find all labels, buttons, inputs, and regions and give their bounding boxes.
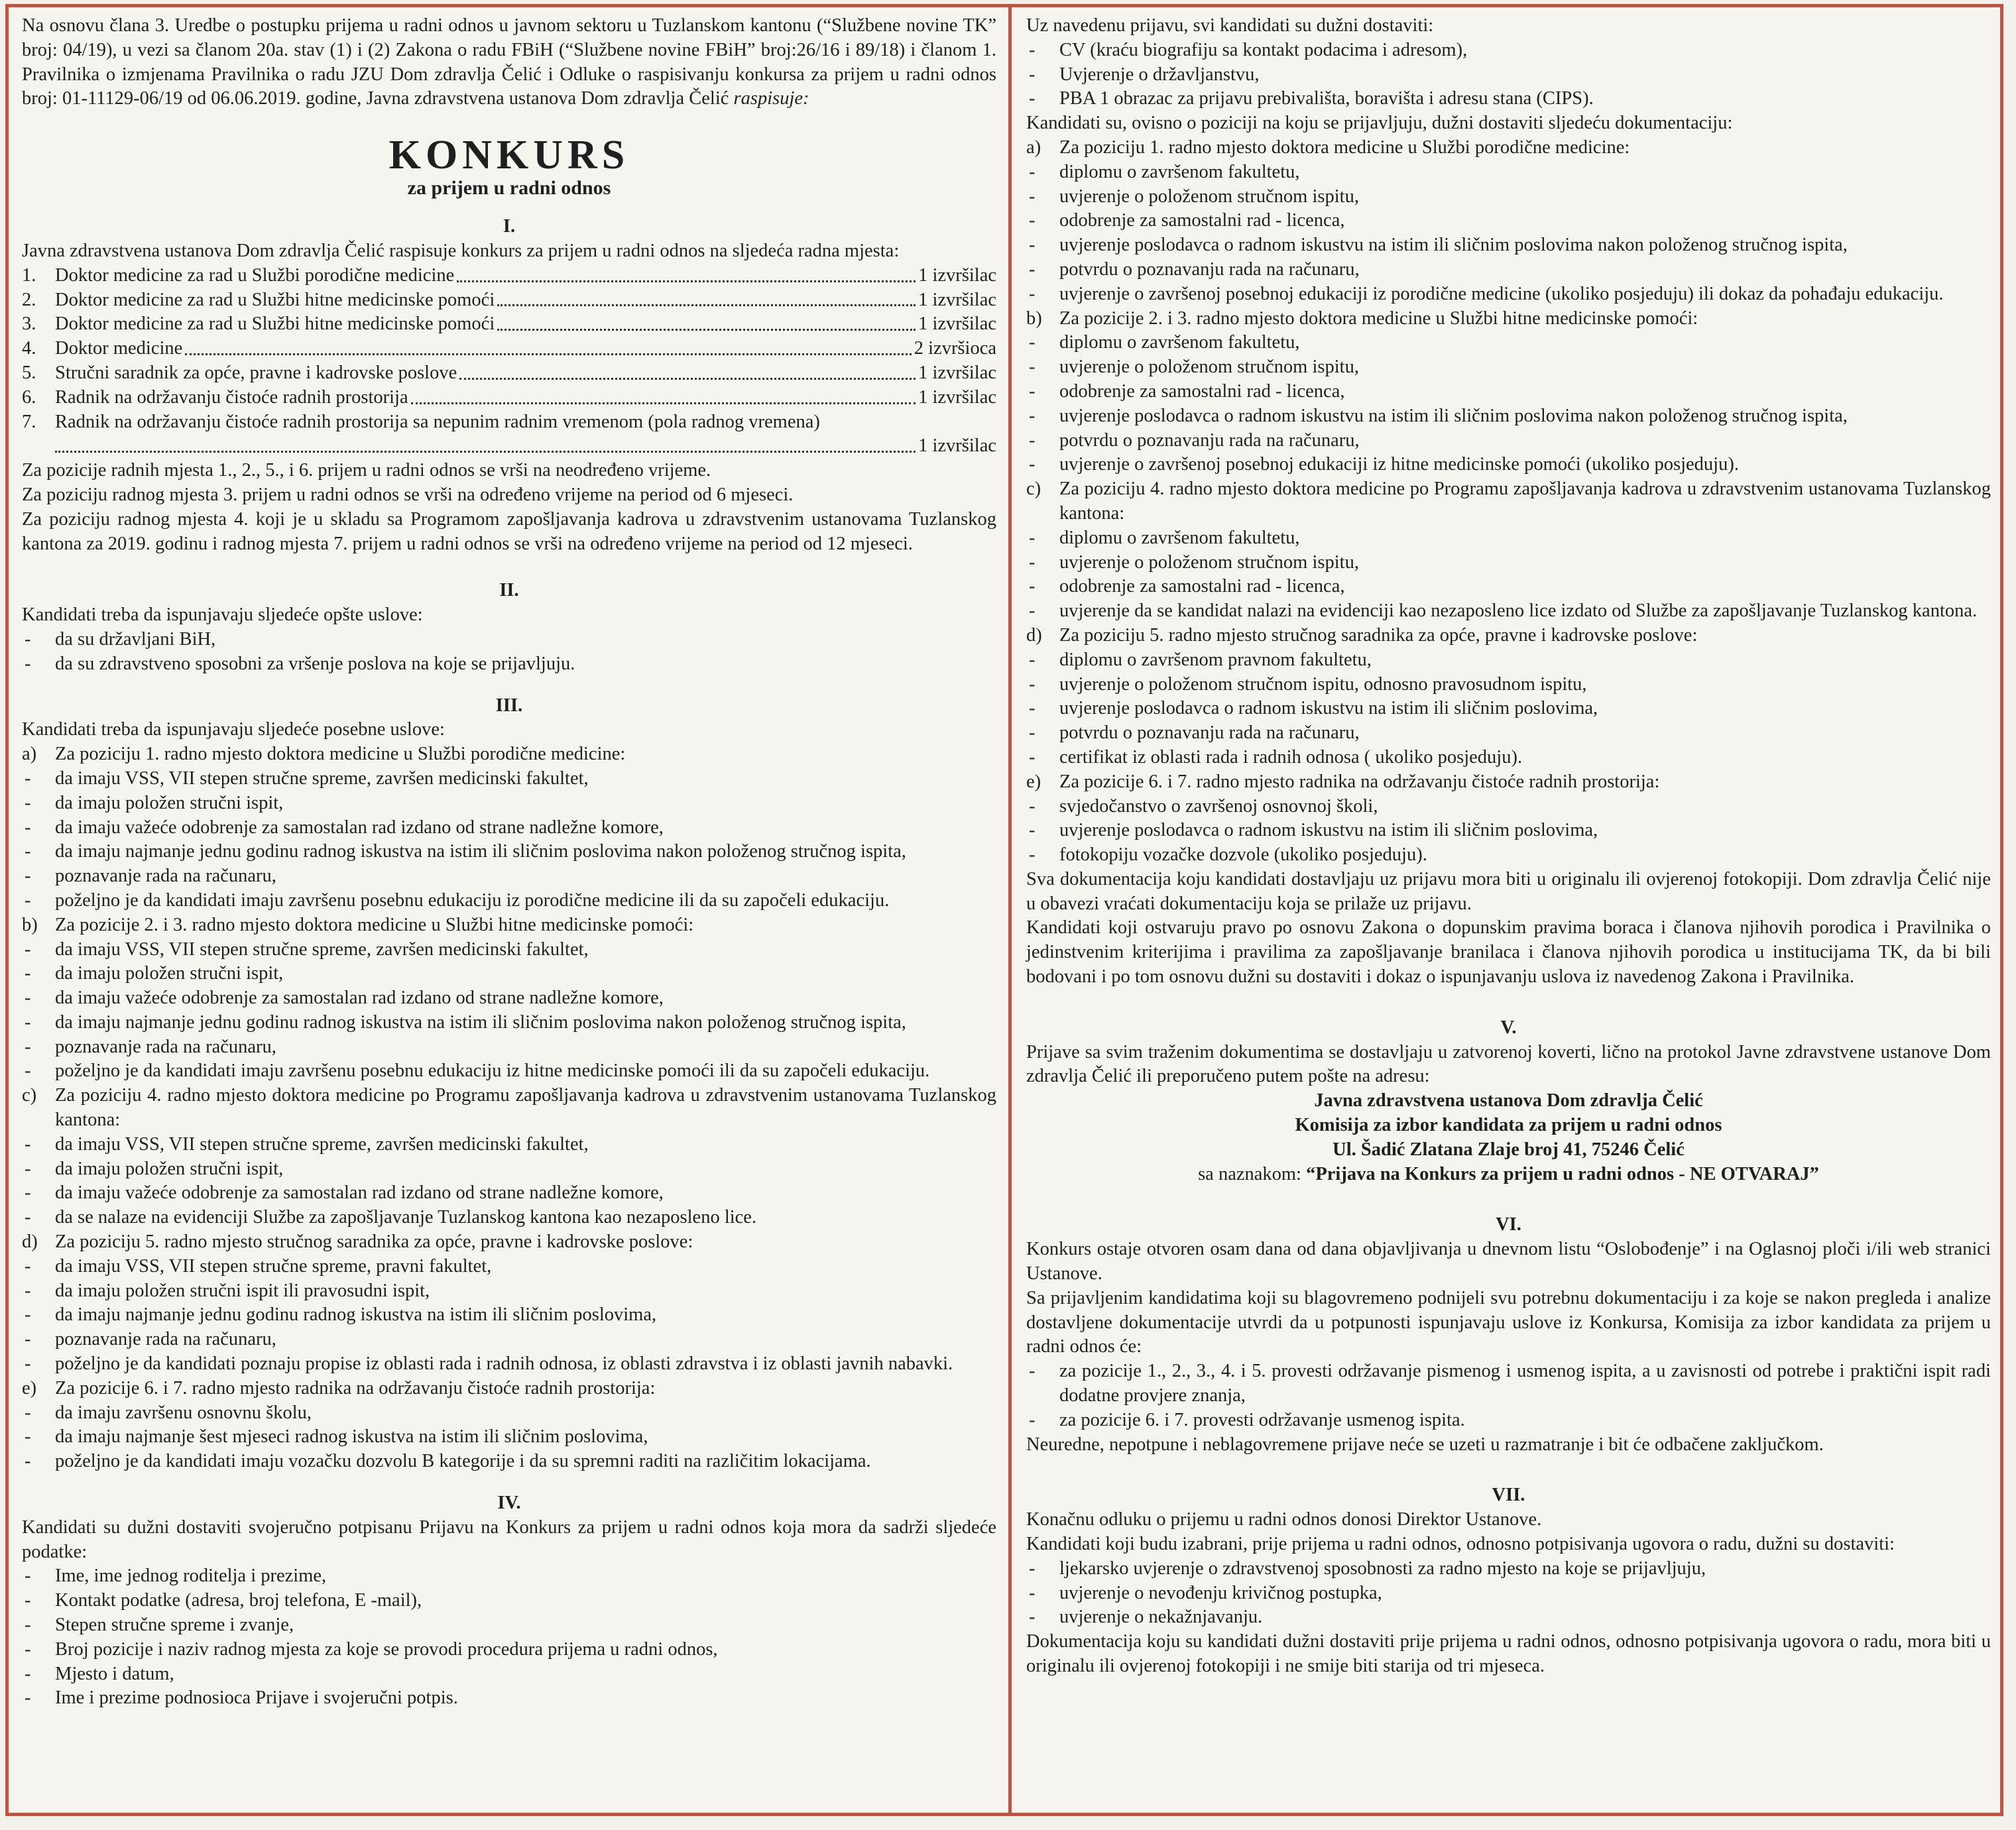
envelope-mark: sa naznakom: “Prijava na Konkurs za prijem u radni odnos - NE OTVARAJ” bbox=[1198, 1163, 1819, 1184]
address-line-2: Komisija za izbor kandidata za prijem u radni odnos bbox=[1295, 1115, 1722, 1136]
position-doc-item: - potvrdu o poznavanju rada na računaru, bbox=[1026, 429, 1991, 453]
column-divider bbox=[1008, 7, 1012, 1813]
position-number: 1. bbox=[22, 264, 36, 286]
special-condition-label: c) bbox=[22, 1085, 37, 1106]
position-doc-title bbox=[1026, 307, 1991, 331]
position-doc-label: c) bbox=[1026, 479, 1041, 500]
special-condition-item: - poznavanje rada na računaru, bbox=[22, 1035, 996, 1060]
section-heading-1: I. bbox=[503, 216, 516, 237]
special-condition-item: - poželjno je da kandidati poznaju propise iz oblasti rada i radnih odnosa, iz oblasti zdravstva i iz oblasti javnih nabavki. bbox=[22, 1352, 996, 1377]
special-condition-item: - poželjno je da kandidati imaju vozačku dozvolu B kategorije i da su spremni raditi na različitim lokacijama. bbox=[22, 1450, 996, 1474]
special-condition-item: - da imaju VSS, VII stepen stručne spreme, pravni fakultet, bbox=[22, 1255, 996, 1279]
right-column bbox=[1026, 14, 1991, 1806]
position-name: Stručni saradnik za opće, pravne i kadrovske poslove bbox=[55, 362, 457, 383]
section-heading-7: VII. bbox=[1492, 1485, 1525, 1506]
position-count: 1 izvršilac bbox=[918, 362, 996, 383]
originals-note: Sva dokumentacija koju kandidati dostavljaju uz prijavu mora biti u originalu ili ovjerenoj fotokopiji. Dom zdravlja Čelić nije u obavezi vraćati dokumentaciju koja se prilaže uz prijavu. bbox=[1026, 868, 1991, 914]
special-condition-title bbox=[22, 742, 996, 767]
position-7-count-line: 1 izvršilac bbox=[22, 434, 996, 459]
announcement-page bbox=[5, 4, 2003, 1816]
intro-emphasis: raspisuje: bbox=[733, 88, 809, 109]
position-item: 7. Radnik na održavanju čistoće radnih prostorija sa nepunim radnim vremenom (pola radnog vremena) bbox=[22, 410, 996, 435]
document-title: KONKURS bbox=[388, 133, 630, 178]
document-subtitle: za prijem u radni odnos bbox=[407, 177, 611, 200]
section-7-p1: Konačnu odluku o prijemu u radni odnos donosi Direktor Ustanove. bbox=[1026, 1509, 1542, 1530]
section-heading-3: III. bbox=[495, 695, 523, 716]
special-condition-label: d) bbox=[22, 1231, 38, 1253]
general-condition-item: - da su državljani BiH, bbox=[22, 628, 996, 652]
position-docs-lead: Kandidati su, ovisno o poziciji na koju se prijavljuju, dužni dostaviti sljedeću dokumentaciju: bbox=[1026, 113, 1733, 134]
application-field-item: - Ime i prezime podnosioca Prijave i svojeručni potpis. bbox=[22, 1686, 996, 1711]
address-line-1: Javna zdravstvena ustanova Dom zdravlja Čelić bbox=[1314, 1090, 1703, 1112]
special-condition-item: - da se nalaze na evidenciji Službe za zapošljavanje Tuzlanskog kantona kao nezaposleno lice. bbox=[22, 1206, 996, 1230]
position-doc-label: e) bbox=[1026, 771, 1041, 792]
special-condition-item: - da imaju završenu osnovnu školu, bbox=[22, 1401, 996, 1426]
section-1-notes bbox=[22, 459, 996, 556]
position-doc-label: d) bbox=[1026, 624, 1042, 646]
special-condition-title-text: Za pozicije 6. i 7. radno mjesto radnika na održavanju čistoće radnih prostorija: bbox=[55, 1377, 656, 1399]
position-doc-title-text: Za poziciju 4. radno mjesto doktora medicine po Programu zapošljavanja kadrova u zdravstvenim ustanovama Tuzlanskog kantona: bbox=[1059, 479, 1991, 524]
special-condition-item: - da imaju najmanje jednu godinu radnog iskustva na istim ili sličnim poslovima, bbox=[22, 1303, 996, 1328]
application-field-item: - Kontakt podatke (adresa, broj telefona, E -mail), bbox=[22, 1589, 996, 1613]
section-3-groups bbox=[22, 742, 996, 1474]
section-1-lead: Javna zdravstvena ustanova Dom zdravlja Čelić raspisuje konkurs za prijem u radni odnos na sljedeća radna mjesta: bbox=[22, 240, 900, 261]
position-doc-title bbox=[1026, 477, 1991, 526]
intro-paragraph: Na osnovu člana 3. Uredbe o postupku prijema u radni odnos u javnom sektoru u Tuzlanskom kantonu (“Službene novine TK” broj: 04/19), u vezi sa članom 20a. stav (1) i (2) Zakona o radu FBiH (“Službene novine FBiH” broj:26/16 i 89/18) i članom 1. Pravilnika o izmjenama Pravilnika o radu JZU Dom zdravlja Čelić i Odluke o raspisivanju konkursa za prijem u radni odnos broj: 01-11129-06/19 od 06.06.2019. godine, Javna zdravstvena ustanova Dom zdravlja Čelić raspisuje: bbox=[22, 15, 996, 109]
section-4-lead: Kandidati su dužni dostaviti svojeručno potpisanu Prijavu na Konkurs za prijem u radni odnos koja mora da sadrži sljedeće podatke: bbox=[22, 1516, 996, 1562]
special-condition-title-text: Za poziciju 1. radno mjesto doktora medicine u Službi porodične medicine: bbox=[55, 744, 626, 765]
position-number: 2. bbox=[22, 289, 36, 310]
position-doc-item: - uvjerenje o položenom stručnom ispitu, bbox=[1026, 551, 1991, 575]
exam-item: - za pozicije 6. i 7. provesti održavanje usmenog ispita. bbox=[1026, 1408, 1991, 1433]
position-item bbox=[22, 312, 996, 337]
special-condition-title-text: Za poziciju 5. radno mjesto stručnog saradnika za opće, pravne i kadrovske poslove: bbox=[55, 1231, 693, 1253]
position-count: 1 izvršilac bbox=[918, 289, 996, 310]
positions-list bbox=[22, 264, 996, 410]
position-doc-item: - potvrdu o poznavanju rada na računaru, bbox=[1026, 721, 1991, 746]
special-condition-item: - da imaju položen stručni ispit, bbox=[22, 1157, 996, 1182]
position-doc-title bbox=[1026, 136, 1991, 160]
section-6-p3: Neuredne, nepotpune i neblagovremene prijave neće se uzeti u razmatranje i bit će odbačene zaključkom. bbox=[1026, 1434, 1824, 1455]
position-item bbox=[22, 288, 996, 313]
employment-term-note: Za poziciju radnog mjesta 3. prijem u radni odnos se vrši na određeno vrijeme na period od 6 mjeseci. bbox=[22, 484, 794, 505]
final-doc-item: - uvjerenje o nekažnjavanju. bbox=[1026, 1605, 1991, 1630]
position-doc-item: - diplomu o završenom pravnom fakultetu, bbox=[1026, 648, 1991, 673]
position-docs-groups bbox=[1026, 136, 1991, 868]
position-doc-item: - svjedočanstvo o završenoj osnovnoj školi, bbox=[1026, 795, 1991, 819]
position-doc-item: - odobrenje za samostalni rad - licenca, bbox=[1026, 380, 1991, 404]
position-doc-item: - uvjerenje da se kandidat nalazi na evidenciji kao nezaposleno lice izdato od Službe za zapošljavanje Tuzlanskog kantona. bbox=[1026, 599, 1991, 624]
section-6-p1: Konkurs ostaje otvoren osam dana od dana objavljivanja u dnevnom listu “Oslobođenje” i na Oglasnoj ploči i/ili web stranici Ustanove. bbox=[1026, 1239, 1991, 1285]
position-count: 1 izvršilac bbox=[918, 264, 996, 286]
position-doc-item: - uvjerenje o završenoj posebnoj edukaciji iz hitne medicinske pomoći (ukoliko posjeduju). bbox=[1026, 453, 1991, 477]
position-doc-item: - uvjerenje poslodavca o radnom iskustvu na istim ili sličnim poslovima, bbox=[1026, 697, 1991, 721]
application-field-item: - Ime, ime jednog roditelja i prezime, bbox=[22, 1564, 996, 1589]
special-condition-item: - da imaju VSS, VII stepen stručne spreme, završen medicinski fakultet, bbox=[22, 767, 996, 791]
position-doc-item: - uvjerenje o položenom stručnom ispitu, odnosno pravosudnom ispitu, bbox=[1026, 673, 1991, 697]
position-name: Doktor medicine za rad u Službi hitne medicinske pomoći bbox=[55, 289, 495, 310]
special-condition-item: - da imaju važeće odobrenje za samostalan rad izdano od strane nadležne komore, bbox=[22, 816, 996, 840]
general-docs-list bbox=[1026, 38, 1991, 111]
position-doc-title-text: Za poziciju 1. radno mjesto doktora medicine u Službi porodične medicine: bbox=[1059, 137, 1630, 158]
special-condition-item: - da imaju važeće odobrenje za samostalan rad izdano od strane nadležne komore, bbox=[22, 1181, 996, 1206]
position-doc-title-text: Za poziciju 5. radno mjesto stručnog saradnika za opće, pravne i kadrovske poslove: bbox=[1059, 624, 1698, 646]
section-2-list bbox=[22, 628, 996, 677]
special-condition-item: - poželjno je da kandidati imaju završenu posebnu edukaciju iz porodične medicine ili da su započeli edukaciju. bbox=[22, 889, 996, 913]
special-condition-item: - da imaju najmanje jednu godinu radnog iskustva na istim ili sličnim poslovima nakon položenog stručnog ispita, bbox=[22, 840, 996, 864]
position-number: 3. bbox=[22, 314, 36, 335]
special-condition-label: a) bbox=[22, 744, 37, 765]
position-doc-item: - odobrenje za samostalni rad - licenca, bbox=[1026, 209, 1991, 233]
position-doc-label: a) bbox=[1026, 137, 1041, 158]
veterans-note: Kandidati koji ostvaruju pravo po osnovu Zakona o dopunskim pravima boraca i članova njihovih porodica i Pravilnika o jedinstvenim kriterijima i pravilima za zapošljavanje branilaca i članova njihovih porodica u institucijama TK, da bi bili bodovani i po tom osnovu dužni su dostaviti i dokaz o ispunjavanju uslova iz navedenog Zakona i Pravilnika. bbox=[1026, 917, 1991, 988]
position-doc-title bbox=[1026, 624, 1991, 648]
section-6-p2: Sa prijavljenim kandidatima koji su blagovremeno podnijeli svu potrebnu dokumentaciju i za koje se nakon pregleda i analize dostavljene dokumentacije utvrdi da u potpunosti ispunjavaju uslove iz Konkursa, Komisija za izbor kandidata za prijem u radni odnos će: bbox=[1026, 1287, 1991, 1357]
special-condition-item: - da imaju VSS, VII stepen stručne spreme, završen medicinski fakultet, bbox=[22, 938, 996, 962]
position-name: Doktor medicine za rad u Službi porodične medicine bbox=[55, 264, 455, 286]
position-item bbox=[22, 264, 996, 288]
address-line-3: Ul. Šadić Zlatana Zlaje broj 41, 75246 Čelić bbox=[1333, 1139, 1685, 1160]
position-doc-item: - uvjerenje o položenom stručnom ispitu, bbox=[1026, 185, 1991, 209]
position-doc-item: - fotokopiju vozačke dozvole (ukoliko posjeduju). bbox=[1026, 843, 1991, 868]
position-name: Doktor medicine za rad u Službi hitne medicinske pomoći bbox=[55, 314, 495, 335]
position-doc-title-text: Za pozicije 2. i 3. radno mjesto doktora medicine u Službi hitne medicinske pomoći: bbox=[1059, 308, 1698, 329]
position-count: 1 izvršilac bbox=[918, 386, 996, 408]
special-condition-item: - da imaju najmanje jednu godinu radnog iskustva na istim ili sličnim poslovima nakon položenog stručnog ispita, bbox=[22, 1011, 996, 1035]
position-doc-item: - uvjerenje o završenoj posebnoj edukaciji iz porodične medicine (ukoliko posjeduju) ili dokaz da pohađaju edukaciju. bbox=[1026, 282, 1991, 307]
position-number: 5. bbox=[22, 362, 36, 383]
position-doc-label: b) bbox=[1026, 308, 1042, 329]
position-count: 2 izvršioca bbox=[914, 338, 996, 359]
position-number: 7. bbox=[22, 411, 36, 432]
section-2-lead: Kandidati treba da ispunjavaju sljedeće opšte uslove: bbox=[22, 604, 423, 626]
special-condition-item: - poželjno je da kandidati imaju završenu posebnu edukaciju iz hitne medicinske pomoći ili da su započeli edukaciju. bbox=[22, 1059, 996, 1084]
position-item bbox=[22, 386, 996, 410]
general-doc-item: - Uvjerenje o državljanstvu, bbox=[1026, 63, 1991, 87]
application-field-item: - Broj pozicije i naziv radnog mjesta za koje se provodi procedura prijema u radni odnos, bbox=[22, 1638, 996, 1662]
section-heading-5: V. bbox=[1500, 1017, 1517, 1038]
special-condition-item: - da imaju najmanje šest mjeseci radnog iskustva na istim ili sličnim poslovima, bbox=[22, 1425, 996, 1450]
section-7-list bbox=[1026, 1557, 1991, 1630]
special-condition-title bbox=[22, 1377, 996, 1401]
submission-text: Prijave sa svim traženim dokumentima se dostavljaju u zatvorenoj koverti, lično na protokol Javne zdravstvene ustanove Dom zdravlja Čelić ili preporučeno putem pošte na adresu: bbox=[1026, 1041, 1991, 1087]
position-doc-item: - uvjerenje poslodavca o radnom iskustvu na istim ili sličnim poslovima, bbox=[1026, 819, 1991, 843]
special-condition-item: - poznavanje rada na računaru, bbox=[22, 1328, 996, 1352]
position-doc-item: - uvjerenje poslodavca o radnom iskustvu na istim ili sličnim poslovima nakon položenog stručnog ispita, bbox=[1026, 233, 1991, 258]
special-condition-item: - da imaju položen stručni ispit, bbox=[22, 962, 996, 986]
general-condition-item: - da su zdravstveno sposobni za vršenje poslova na koje se prijavljuju. bbox=[22, 652, 996, 677]
special-condition-title bbox=[22, 1084, 996, 1133]
special-condition-item: - da imaju važeće odobrenje za samostalan rad izdano od strane nadležne komore, bbox=[22, 986, 996, 1011]
position-item bbox=[22, 361, 996, 386]
employment-term-note: Za poziciju radnog mjesta 4. koji je u skladu sa Programom zapošljavanja kadrova u zdravstvenim ustanovama Tuzlanskog kantona za 2019. godinu i radnog mjesta 7. prijem u radni odnos se vrši na određeno vrijeme na period od 12 mjeseci. bbox=[22, 508, 996, 554]
special-condition-title bbox=[22, 913, 996, 938]
section-3-lead: Kandidati treba da ispunjavaju sljedeće posebne uslove: bbox=[22, 719, 445, 740]
application-field-item: - Stepen stručne spreme i zvanje, bbox=[22, 1613, 996, 1638]
special-condition-label: b) bbox=[22, 914, 38, 935]
position-doc-title bbox=[1026, 770, 1991, 795]
position-number: 6. bbox=[22, 386, 36, 408]
position-name: Radnik na održavanju čistoće radnih prostorija bbox=[55, 386, 408, 408]
position-doc-item: - odobrenje za samostalni rad - licenca, bbox=[1026, 575, 1991, 599]
left-column bbox=[22, 14, 996, 1806]
position-item bbox=[22, 337, 996, 361]
position-number: 4. bbox=[22, 338, 36, 359]
section-heading-2: II. bbox=[499, 580, 519, 601]
special-condition-label: e) bbox=[22, 1377, 37, 1399]
position-doc-item: - certifikat iz oblasti rada i radnih odnosa ( ukoliko posjeduju). bbox=[1026, 746, 1991, 770]
section-heading-6: VI. bbox=[1496, 1214, 1521, 1235]
general-doc-item: - PBA 1 obrazac za prijavu prebivališta, boravišta i adresu stana (CIPS). bbox=[1026, 87, 1991, 111]
section-7-p3: Dokumentacija koju su kandidati dužni dostaviti prije prijema u radni odnos, odnosno potpisivanja ugovora o radu, mora biti u originalu ili ovjerenoj fotokopiji i ne smije biti starija od tri mjeseca. bbox=[1026, 1631, 1991, 1676]
exam-item: - za pozicije 1., 2., 3., 4. i 5. provesti održavanje pismenog i usmenog ispita, a u zavisnosti od potrebe i praktični ispit radi dodatne provjere znanja, bbox=[1026, 1359, 1991, 1408]
position-name: Doktor medicine bbox=[55, 338, 183, 359]
position-doc-item: - potvrdu o poznavanju rada na računaru, bbox=[1026, 258, 1991, 282]
special-condition-title-text: Za poziciju 4. radno mjesto doktora medicine po Programu zapošljavanja kadrova u zdravstvenim ustanovama Tuzlanskog kantona: bbox=[55, 1085, 996, 1131]
special-condition-title-text: Za pozicije 2. i 3. radno mjesto doktora medicine u Službi hitne medicinske pomoći: bbox=[55, 914, 694, 935]
position-doc-item: - diplomu o završenom fakultetu, bbox=[1026, 160, 1991, 185]
section-7-p2: Kandidati koji budu izabrani, prije prijema u radni odnos, odnosno potpisivanja ugovora o radu, dužni su dostaviti: bbox=[1026, 1534, 1895, 1555]
employment-term-note: Za pozicije radnih mjesta 1., 2., 5., i 6. prijem u radni odnos se vrši na neodređeno vrijeme. bbox=[22, 460, 711, 481]
position-doc-item: - diplomu o završenom fakultetu, bbox=[1026, 526, 1991, 551]
special-condition-item: - da imaju položen stručni ispit ili pravosudni ispit, bbox=[22, 1279, 996, 1304]
position-doc-item: - uvjerenje poslodavca o radnom iskustvu na istim ili sličnim poslovima nakon položenog stručnog ispita, bbox=[1026, 404, 1991, 429]
special-condition-title bbox=[22, 1230, 996, 1255]
position-count: 1 izvršilac bbox=[918, 314, 996, 335]
position-doc-item: - uvjerenje o položenom stručnom ispitu, bbox=[1026, 355, 1991, 380]
position-doc-title-text: Za pozicije 6. i 7. radno mjesto radnika na održavanju čistoće radnih prostorija: bbox=[1059, 771, 1660, 792]
application-field-item: - Mjesto i datum, bbox=[22, 1662, 996, 1687]
general-doc-item: - CV (kraću biografiju sa kontakt podacima i adresom), bbox=[1026, 38, 1991, 63]
special-condition-item: - da imaju položen stručni ispit, bbox=[22, 791, 996, 816]
position-doc-item: - diplomu o završenom fakultetu, bbox=[1026, 331, 1991, 355]
section-heading-4: IV. bbox=[497, 1493, 521, 1514]
special-condition-item: - da imaju VSS, VII stepen stručne spreme, završen medicinski fakultet, bbox=[22, 1133, 996, 1157]
section-6-list bbox=[1026, 1359, 1991, 1432]
required-docs-lead: Uz navedenu prijavu, svi kandidati su dužni dostaviti: bbox=[1026, 15, 1434, 36]
section-4-list bbox=[22, 1564, 996, 1711]
final-doc-item: - ljekarsko uvjerenje o zdravstvenoj sposobnosti za radno mjesto na koje se prijavljuju, bbox=[1026, 1557, 1991, 1581]
final-doc-item: - uvjerenje o nevođenju krivičnog postupka, bbox=[1026, 1581, 1991, 1606]
special-condition-item: - poznavanje rada na računaru, bbox=[22, 864, 996, 889]
